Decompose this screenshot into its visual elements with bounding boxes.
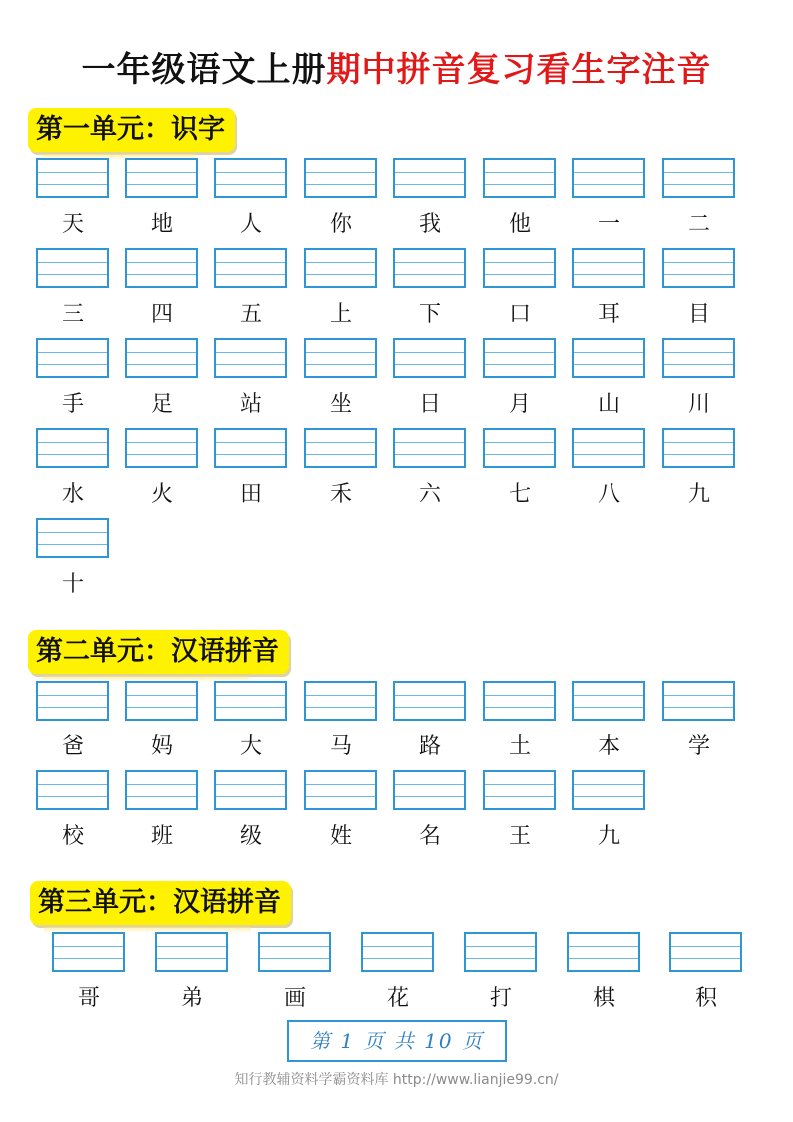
hanzi-character: 马 — [329, 734, 352, 759]
guide-line — [127, 184, 196, 185]
guide-line — [664, 364, 733, 365]
guide-line — [485, 784, 554, 785]
pinyin-writing-box — [304, 248, 377, 288]
hanzi-character: 你 — [329, 212, 352, 237]
hanzi-character: 下 — [418, 302, 441, 327]
guide-line — [216, 784, 285, 785]
pinyin-writing-box — [304, 158, 377, 198]
pinyin-writing-box — [483, 428, 556, 468]
guide-line — [38, 352, 107, 353]
guide-line — [574, 274, 643, 275]
pinyin-writing-box — [52, 932, 125, 972]
pinyin-writing-box — [36, 248, 109, 288]
hanzi-character: 耳 — [597, 302, 620, 327]
pinyin-writing-box — [125, 428, 198, 468]
guide-line — [466, 958, 535, 959]
guide-line — [395, 262, 464, 263]
hanzi-character: 级 — [239, 824, 262, 849]
pinyin-writing-box — [572, 158, 645, 198]
pinyin-writing-box — [36, 428, 109, 468]
guide-line — [127, 364, 196, 365]
guide-line — [664, 184, 733, 185]
guide-line — [127, 707, 196, 708]
guide-line — [38, 274, 107, 275]
guide-line — [38, 262, 107, 263]
unit-2-label: 第二单元：汉语拼音 — [28, 630, 289, 674]
pinyin-writing-box — [125, 158, 198, 198]
pinyin-writing-box — [393, 428, 466, 468]
guide-line — [216, 454, 285, 455]
hanzi-character: 禾 — [329, 482, 352, 507]
guide-line — [664, 172, 733, 173]
guide-line — [664, 695, 733, 696]
hanzi-character: 王 — [508, 824, 531, 849]
pinyin-writing-box — [572, 428, 645, 468]
guide-line — [216, 442, 285, 443]
guide-line — [306, 184, 375, 185]
pinyin-writing-box — [125, 338, 198, 378]
hanzi-character: 校 — [61, 824, 84, 849]
pinyin-writing-box — [214, 681, 287, 721]
hanzi-character: 积 — [694, 986, 717, 1011]
guide-line — [574, 172, 643, 173]
pinyin-writing-box — [304, 338, 377, 378]
hanzi-character: 名 — [418, 824, 441, 849]
pinyin-writing-box — [483, 770, 556, 810]
guide-line — [485, 796, 554, 797]
hanzi-character: 火 — [150, 482, 173, 507]
hanzi-character: 口 — [508, 302, 531, 327]
guide-line — [569, 946, 638, 947]
guide-line — [466, 946, 535, 947]
guide-line — [306, 454, 375, 455]
guide-line — [574, 796, 643, 797]
pinyin-writing-box — [304, 681, 377, 721]
pinyin-writing-box — [662, 428, 735, 468]
pinyin-writing-box — [36, 518, 109, 558]
guide-line — [485, 274, 554, 275]
guide-line — [574, 352, 643, 353]
pinyin-writing-box — [125, 770, 198, 810]
guide-line — [38, 695, 107, 696]
guide-line — [216, 352, 285, 353]
guide-line — [38, 544, 107, 545]
guide-line — [485, 352, 554, 353]
hanzi-character: 八 — [597, 482, 620, 507]
guide-line — [671, 958, 740, 959]
hanzi-character: 姓 — [329, 824, 352, 849]
guide-line — [664, 454, 733, 455]
guide-line — [395, 454, 464, 455]
hanzi-character: 哥 — [77, 986, 100, 1011]
hanzi-character: 足 — [150, 392, 173, 417]
hanzi-character: 目 — [687, 302, 710, 327]
guide-line — [306, 695, 375, 696]
guide-line — [216, 364, 285, 365]
pinyin-writing-box — [662, 158, 735, 198]
guide-line — [664, 442, 733, 443]
footer-source: 知行教辅资料学霸资料库 http://www.lianjie99.cn/ — [234, 1072, 559, 1088]
hanzi-character: 土 — [508, 734, 531, 759]
guide-line — [574, 364, 643, 365]
guide-line — [306, 364, 375, 365]
hanzi-character: 棋 — [592, 986, 615, 1011]
guide-line — [395, 796, 464, 797]
guide-line — [216, 707, 285, 708]
hanzi-character: 人 — [239, 212, 262, 237]
hanzi-character: 地 — [150, 212, 173, 237]
guide-line — [306, 707, 375, 708]
guide-line — [574, 454, 643, 455]
guide-line — [363, 958, 432, 959]
pinyin-writing-box — [304, 770, 377, 810]
guide-line — [306, 784, 375, 785]
guide-line — [216, 172, 285, 173]
guide-line — [127, 352, 196, 353]
pinyin-writing-box — [572, 248, 645, 288]
hanzi-character: 天 — [61, 212, 84, 237]
hanzi-character: 我 — [418, 212, 441, 237]
hanzi-character: 妈 — [150, 734, 173, 759]
hanzi-character: 七 — [508, 482, 531, 507]
guide-line — [260, 946, 329, 947]
guide-line — [395, 695, 464, 696]
pinyin-writing-box — [393, 248, 466, 288]
guide-line — [157, 958, 226, 959]
pinyin-writing-box — [662, 338, 735, 378]
guide-line — [485, 262, 554, 263]
pinyin-writing-box — [393, 770, 466, 810]
hanzi-character: 爸 — [61, 734, 84, 759]
guide-line — [54, 958, 123, 959]
pinyin-writing-box — [669, 932, 742, 972]
guide-line — [671, 946, 740, 947]
guide-line — [38, 184, 107, 185]
title-part-black: 一年级语文上册 — [81, 50, 327, 90]
guide-line — [395, 274, 464, 275]
guide-line — [127, 454, 196, 455]
hanzi-character: 五 — [239, 302, 262, 327]
pinyin-writing-box — [258, 932, 331, 972]
page-number: 第 1 页 共 10 页 — [287, 1020, 507, 1062]
title-part-red: 期中拼音复习看生字注音 — [326, 50, 712, 90]
guide-line — [395, 172, 464, 173]
hanzi-character: 九 — [687, 482, 710, 507]
hanzi-character: 六 — [418, 482, 441, 507]
guide-line — [127, 172, 196, 173]
unit-3-label: 第三单元：汉语拼音 — [30, 881, 291, 925]
hanzi-character: 花 — [386, 986, 409, 1011]
hanzi-character: 水 — [61, 482, 84, 507]
pinyin-writing-box — [361, 932, 434, 972]
pinyin-writing-box — [125, 681, 198, 721]
pinyin-writing-box — [393, 158, 466, 198]
pinyin-writing-box — [572, 338, 645, 378]
guide-line — [395, 364, 464, 365]
hanzi-character: 上 — [329, 302, 352, 327]
guide-line — [574, 695, 643, 696]
guide-line — [485, 707, 554, 708]
guide-line — [664, 707, 733, 708]
unit-1-label: 第一单元：识字 — [28, 108, 235, 152]
guide-line — [664, 352, 733, 353]
hanzi-character: 站 — [239, 392, 262, 417]
hanzi-character: 山 — [597, 392, 620, 417]
guide-line — [306, 262, 375, 263]
pinyin-writing-box — [483, 248, 556, 288]
guide-line — [569, 958, 638, 959]
pinyin-writing-box — [125, 248, 198, 288]
pinyin-writing-box — [214, 428, 287, 468]
guide-line — [574, 262, 643, 263]
guide-line — [157, 946, 226, 947]
pinyin-writing-box — [393, 681, 466, 721]
guide-line — [485, 454, 554, 455]
guide-line — [574, 784, 643, 785]
hanzi-character: 日 — [418, 392, 441, 417]
hanzi-character: 他 — [508, 212, 531, 237]
pinyin-writing-box — [214, 338, 287, 378]
hanzi-character: 画 — [283, 986, 306, 1011]
pinyin-writing-box — [36, 338, 109, 378]
guide-line — [363, 946, 432, 947]
guide-line — [38, 364, 107, 365]
hanzi-character: 大 — [239, 734, 262, 759]
guide-line — [664, 262, 733, 263]
hanzi-character: 弟 — [180, 986, 203, 1011]
pinyin-writing-box — [155, 932, 228, 972]
guide-line — [216, 796, 285, 797]
pinyin-writing-box — [36, 681, 109, 721]
hanzi-character: 月 — [508, 392, 531, 417]
pinyin-writing-box — [572, 770, 645, 810]
pinyin-writing-box — [393, 338, 466, 378]
guide-line — [38, 784, 107, 785]
guide-line — [395, 442, 464, 443]
guide-line — [127, 442, 196, 443]
guide-line — [395, 184, 464, 185]
guide-line — [306, 796, 375, 797]
hanzi-character: 一 — [597, 212, 620, 237]
guide-line — [306, 274, 375, 275]
guide-line — [395, 784, 464, 785]
guide-line — [574, 184, 643, 185]
guide-line — [216, 695, 285, 696]
hanzi-character: 班 — [150, 824, 173, 849]
guide-line — [127, 796, 196, 797]
guide-line — [127, 274, 196, 275]
guide-line — [38, 707, 107, 708]
hanzi-character: 路 — [418, 734, 441, 759]
guide-line — [574, 707, 643, 708]
pinyin-writing-box — [572, 681, 645, 721]
guide-line — [664, 274, 733, 275]
guide-line — [485, 172, 554, 173]
hanzi-character: 四 — [150, 302, 173, 327]
pinyin-writing-box — [483, 158, 556, 198]
hanzi-character: 二 — [687, 212, 710, 237]
guide-line — [485, 695, 554, 696]
pinyin-writing-box — [567, 932, 640, 972]
hanzi-character: 十 — [61, 572, 84, 597]
hanzi-character: 本 — [597, 734, 620, 759]
guide-line — [485, 184, 554, 185]
guide-line — [306, 442, 375, 443]
guide-line — [260, 958, 329, 959]
hanzi-character: 坐 — [329, 392, 352, 417]
guide-line — [216, 184, 285, 185]
pinyin-writing-box — [214, 158, 287, 198]
hanzi-character: 九 — [597, 824, 620, 849]
pinyin-writing-box — [662, 248, 735, 288]
guide-line — [38, 442, 107, 443]
pinyin-writing-box — [36, 158, 109, 198]
hanzi-character: 学 — [687, 734, 710, 759]
guide-line — [485, 442, 554, 443]
guide-line — [38, 532, 107, 533]
hanzi-character: 手 — [61, 392, 84, 417]
guide-line — [306, 352, 375, 353]
guide-line — [54, 946, 123, 947]
pinyin-writing-box — [464, 932, 537, 972]
hanzi-character: 三 — [61, 302, 84, 327]
pinyin-writing-box — [214, 770, 287, 810]
guide-line — [395, 352, 464, 353]
guide-line — [485, 364, 554, 365]
guide-line — [127, 695, 196, 696]
pinyin-writing-box — [483, 681, 556, 721]
pinyin-writing-box — [36, 770, 109, 810]
pinyin-writing-box — [304, 428, 377, 468]
guide-line — [216, 262, 285, 263]
guide-line — [38, 796, 107, 797]
guide-line — [574, 442, 643, 443]
hanzi-character: 川 — [687, 392, 710, 417]
guide-line — [38, 454, 107, 455]
pinyin-writing-box — [662, 681, 735, 721]
guide-line — [127, 784, 196, 785]
pinyin-writing-box — [214, 248, 287, 288]
guide-line — [127, 262, 196, 263]
guide-line — [216, 274, 285, 275]
guide-line — [38, 172, 107, 173]
guide-line — [306, 172, 375, 173]
guide-line — [395, 707, 464, 708]
pinyin-writing-box — [483, 338, 556, 378]
hanzi-character: 田 — [239, 482, 262, 507]
hanzi-character: 打 — [489, 986, 512, 1011]
